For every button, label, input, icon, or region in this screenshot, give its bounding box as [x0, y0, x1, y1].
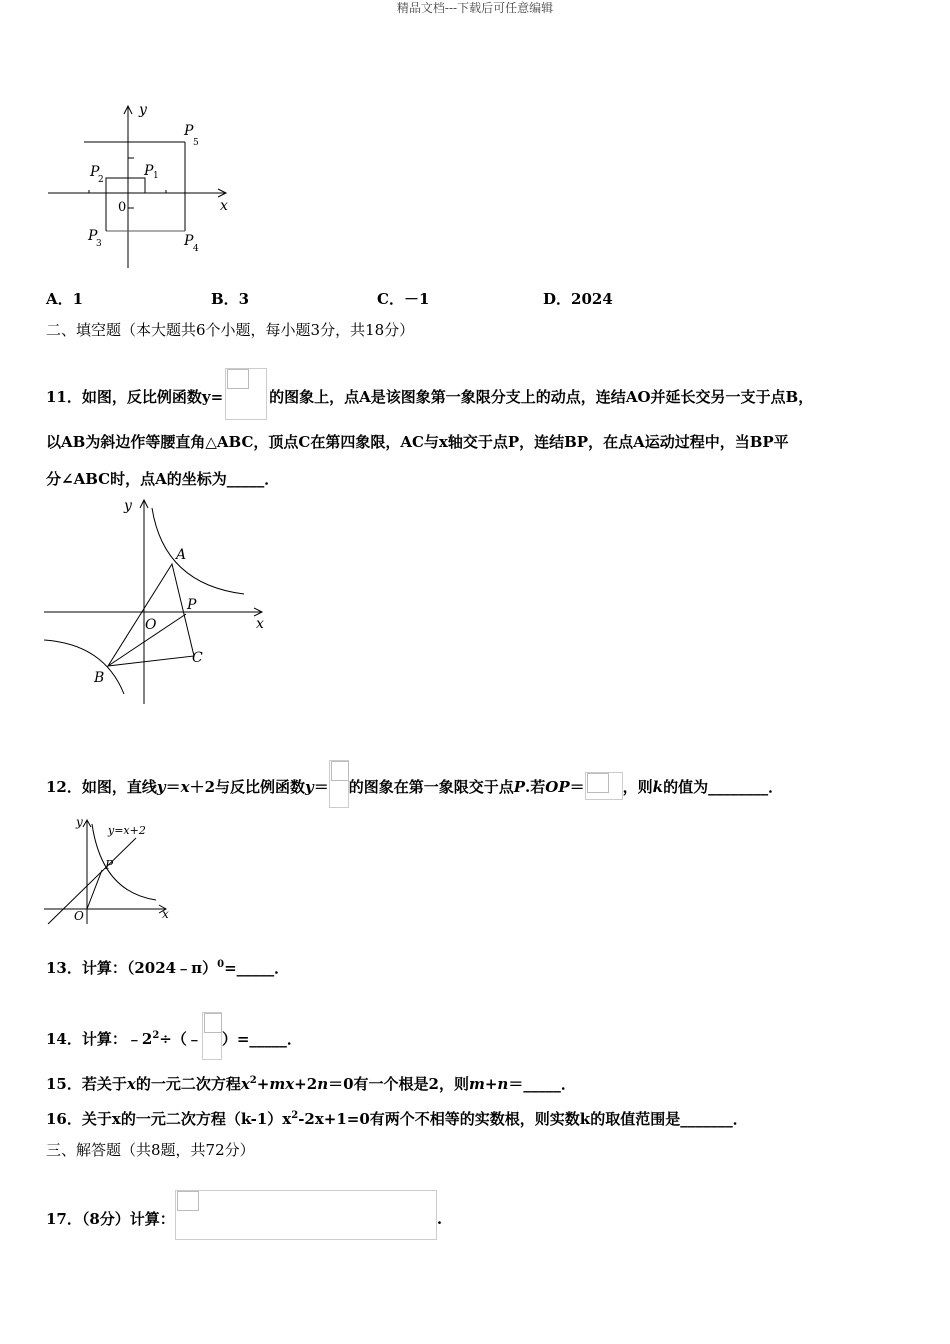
q15-var-n2: n [497, 1075, 509, 1093]
fig12-origin: O [74, 909, 84, 923]
q12-part-e: ，则 [622, 778, 653, 796]
q15-var-x: x [126, 1075, 136, 1093]
fig12-line-label: y=x+2 [108, 824, 146, 837]
q14-part-a: 14．计算：﹣2 [46, 1030, 153, 1048]
fig10-p1-sub: 1 [153, 171, 159, 181]
image-icon [587, 773, 609, 793]
q12-var-k: k [652, 778, 664, 796]
q15-part-e: ＝0有一个根是2，则 [328, 1075, 469, 1093]
q15-var-m: m [269, 1075, 286, 1093]
formula-image [329, 760, 349, 808]
formula-image [175, 1190, 437, 1240]
image-icon [177, 1191, 199, 1211]
q17-part-a: 17．（8分）计算： [46, 1210, 175, 1228]
figure-q10 [40, 98, 240, 273]
option-a: A．1 [46, 290, 84, 308]
fig10-p5: P [184, 123, 194, 139]
fig10-y-label: y [139, 102, 147, 118]
q15-part-b: 的一元二次方程 [135, 1075, 241, 1093]
fig11-point-p: P [187, 597, 197, 613]
q16-part-b: -2x+1=0有两个不相等的实数根，则实数k的取值范围是_______． [298, 1110, 748, 1128]
q14-part-c: ）=_____． [221, 1030, 302, 1048]
fig12-y-label: y [76, 815, 83, 829]
q17-part-b: . [436, 1210, 443, 1228]
q12-eq: ＝ [165, 778, 181, 796]
fig12-point-p: P [105, 858, 114, 872]
q15-part-g: ＝_____． [508, 1075, 576, 1093]
q15-plus: + [256, 1075, 270, 1093]
formula-image [225, 368, 267, 420]
q11-part-b: 的图象上，点A是该图象第一象限分支上的动点，连结AO并延长交另一支于点B， [269, 388, 814, 406]
q12-part-d: .若 [525, 778, 546, 796]
q13-exponent: 0 [217, 959, 225, 970]
q13-tail: =_____． [224, 959, 290, 977]
option-b: B．3 [211, 290, 250, 308]
q12-var-y2: y [305, 778, 314, 796]
fig10-origin: 0 [118, 200, 127, 215]
q16-exponent: 2 [291, 1110, 299, 1121]
page-header: 精品文档---下载后可任意编辑 [396, 1, 554, 15]
figure-q12 [44, 814, 174, 926]
fig12-x-label: x [162, 907, 169, 921]
q12-part-a: 12．如图，直线 [46, 778, 157, 796]
question-14 [46, 1012, 302, 1060]
image-icon [204, 1013, 222, 1033]
fig10-p2: P [90, 164, 100, 180]
q15-var-m2: m [468, 1075, 485, 1093]
fig11-origin: O [145, 617, 157, 633]
question-11-line1 [46, 368, 813, 420]
q15-part-d: +2 [294, 1075, 318, 1093]
q15-exponent: 2 [249, 1075, 257, 1086]
q15-var-x2: x [240, 1075, 250, 1093]
formula-image [202, 1012, 222, 1060]
q12-eq3: ＝ [569, 778, 585, 796]
q14-part-b: ÷（﹣ [159, 1030, 202, 1048]
section-2-title: 二、填空题（本大题共6个小题，每小题3分，共18分） [46, 321, 415, 339]
image-icon [331, 761, 349, 781]
section-3-title: 三、解答题（共8题，共72分） [46, 1141, 255, 1159]
q15-part-a: 15．若关于 [46, 1075, 127, 1093]
q12-var-p: P [513, 778, 526, 796]
fig10-p3: P [88, 228, 98, 244]
q14-exponent: 2 [152, 1030, 160, 1041]
fig10-x-label: x [220, 198, 228, 214]
fig11-point-c: C [192, 650, 203, 666]
formula-image [585, 772, 623, 800]
q11-part-a: 11．如图，反比例函数y= [46, 388, 224, 406]
q12-part-f: 的值为________． [663, 778, 784, 796]
q16-part-a: 16．关于x的一元二次方程（k-1）x [46, 1110, 292, 1128]
question-13 [46, 955, 289, 978]
q15-var-n: n [317, 1075, 329, 1093]
question-15 [46, 1071, 576, 1094]
fig11-point-b: B [94, 670, 105, 686]
question-11-line3: 分∠ABC时，点A的坐标为_____． [46, 470, 280, 488]
q13-text: 13．计算：（2024﹣π） [46, 959, 218, 977]
q12-part-c: 的图象在第一象限交于点 [348, 778, 514, 796]
q12-var-y: y [156, 778, 166, 796]
fig11-y-label: y [124, 498, 132, 514]
fig11-point-a: A [176, 547, 187, 563]
option-d: D．2024 [543, 290, 613, 308]
q12-var-x: x [180, 778, 190, 796]
fig10-p1: P [144, 163, 154, 179]
question-11-line2: 以AB为斜边作等腰直角△ABC，顶点C在第四象限，AC与x轴交于点P，连结BP，在点A运动过程中，当BP平 [46, 433, 789, 451]
figure-q11 [44, 494, 266, 704]
question-12 [46, 760, 783, 808]
q15-plus2: + [484, 1075, 498, 1093]
fig10-p4: P [184, 233, 194, 249]
q12-eq2: ＝ [313, 778, 329, 796]
q15-var-x3: x [285, 1075, 295, 1093]
option-c: C．－1 [377, 290, 430, 308]
fig10-p3-sub: 3 [96, 239, 102, 249]
q12-var-op: OP [545, 778, 570, 796]
q12-part-b: ＋2与反比例函数 [189, 778, 306, 796]
fig11-x-label: x [256, 616, 264, 632]
question-17 [46, 1190, 442, 1240]
fig10-p2-sub: 2 [98, 175, 104, 185]
image-icon [227, 369, 249, 389]
fig10-p5-sub: 5 [193, 138, 199, 148]
question-16 [46, 1106, 748, 1129]
fig10-p4-sub: 4 [193, 244, 199, 254]
